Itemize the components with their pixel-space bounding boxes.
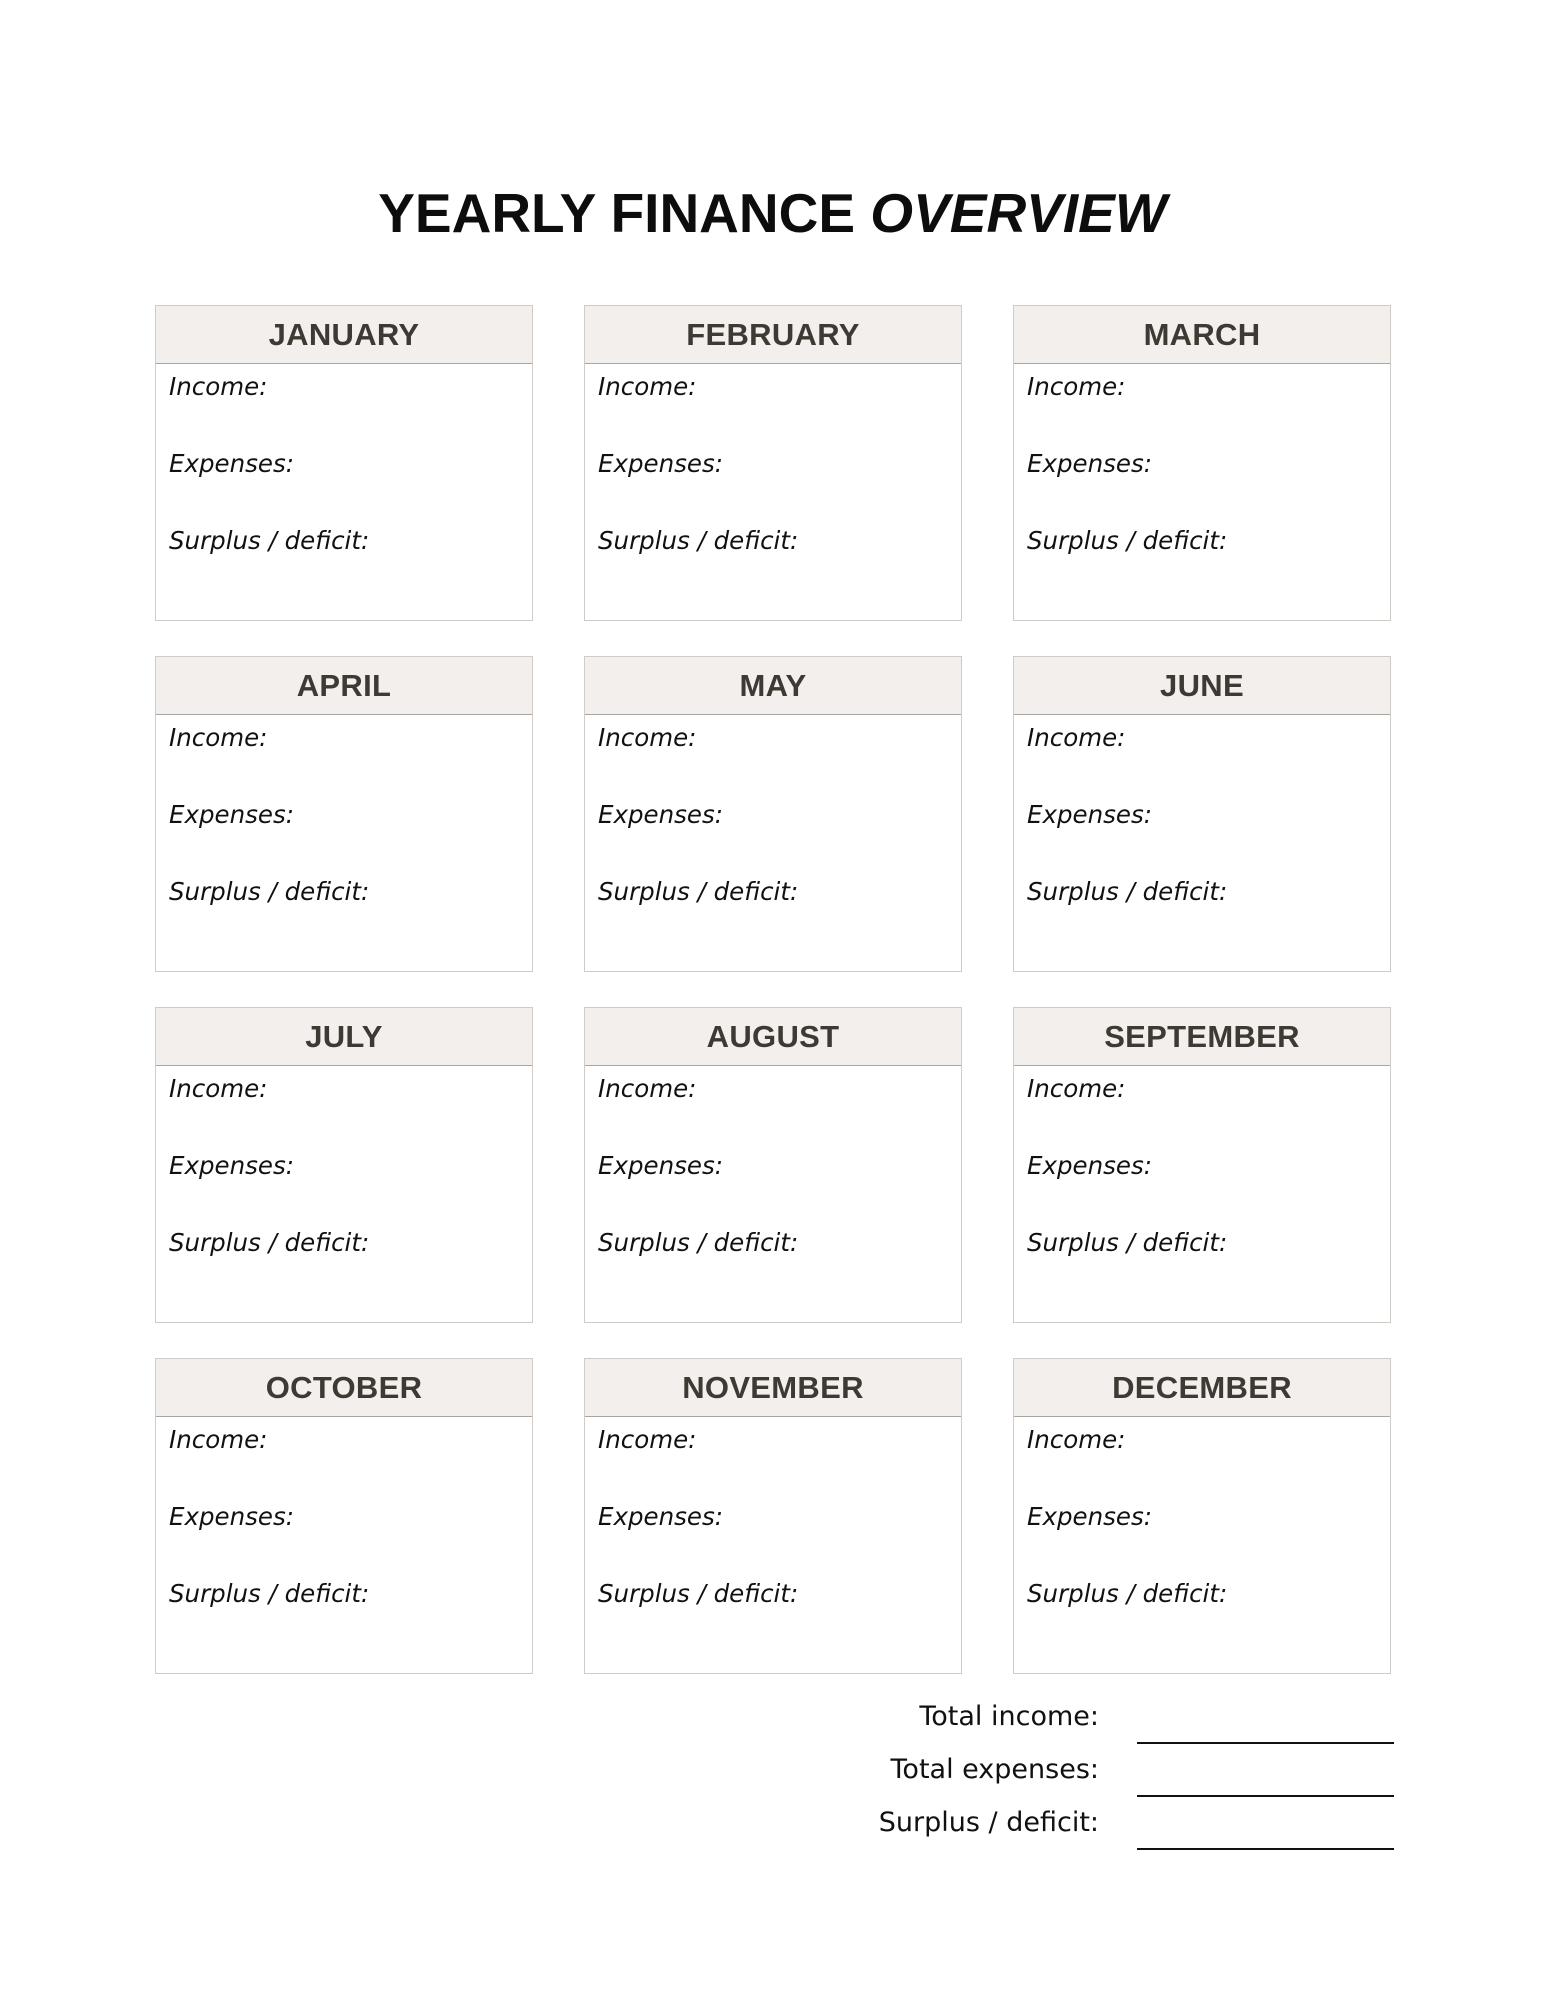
expenses-label[interactable]: Expenses: (1027, 1151, 1152, 1180)
month-header: JULY (156, 1008, 532, 1066)
expenses-label[interactable]: Expenses: (1027, 449, 1152, 478)
income-label[interactable]: Income: (598, 372, 697, 401)
expenses-label[interactable]: Expenses: (169, 1151, 294, 1180)
month-header: DECEMBER (1014, 1359, 1390, 1417)
income-label[interactable]: Income: (169, 1425, 268, 1454)
expenses-label[interactable]: Expenses: (598, 800, 723, 829)
month-card-april (155, 656, 533, 972)
income-label[interactable]: Income: (1027, 723, 1126, 752)
expenses-label[interactable]: Expenses: (1027, 800, 1152, 829)
month-header: JUNE (1014, 657, 1390, 715)
surplus-label[interactable]: Surplus / deficit: (598, 1228, 799, 1257)
month-header: APRIL (156, 657, 532, 715)
surplus-label[interactable]: Surplus / deficit: (169, 1579, 370, 1608)
income-label[interactable]: Income: (169, 723, 268, 752)
income-label[interactable]: Income: (1027, 1074, 1126, 1103)
month-fields (585, 364, 961, 601)
income-label[interactable]: Income: (598, 723, 697, 752)
month-fields (1014, 364, 1390, 601)
income-label[interactable]: Income: (169, 372, 268, 401)
total-expenses-line[interactable] (1137, 1795, 1394, 1797)
expenses-label[interactable]: Expenses: (598, 449, 723, 478)
expenses-label[interactable]: Expenses: (169, 1502, 294, 1531)
month-grid (155, 305, 1394, 1674)
income-label[interactable]: Income: (598, 1425, 697, 1454)
month-card-january (155, 305, 533, 621)
month-card-december (1013, 1358, 1391, 1674)
surplus-label[interactable]: Surplus / deficit: (1027, 877, 1228, 906)
expenses-label[interactable]: Expenses: (598, 1502, 723, 1531)
month-fields (585, 1066, 961, 1303)
month-card-july (155, 1007, 533, 1323)
total-income-row (800, 1695, 1394, 1748)
expenses-label[interactable]: Expenses: (169, 800, 294, 829)
surplus-label[interactable]: Surplus / deficit: (598, 877, 799, 906)
month-card-august (584, 1007, 962, 1323)
title-main: YEARLY FINANCE (378, 182, 856, 244)
month-card-october (155, 1358, 533, 1674)
total-surplus-row (800, 1801, 1394, 1854)
total-income-line[interactable] (1137, 1742, 1394, 1744)
month-header: JANUARY (156, 306, 532, 364)
month-fields (585, 715, 961, 952)
month-card-september (1013, 1007, 1391, 1323)
income-label[interactable]: Income: (169, 1074, 268, 1103)
month-header: MARCH (1014, 306, 1390, 364)
month-header: NOVEMBER (585, 1359, 961, 1417)
month-header: FEBRUARY (585, 306, 961, 364)
surplus-label[interactable]: Surplus / deficit: (598, 526, 799, 555)
month-header: SEPTEMBER (1014, 1008, 1390, 1066)
month-fields (156, 1417, 532, 1654)
month-card-june (1013, 656, 1391, 972)
total-expenses-row (800, 1748, 1394, 1801)
month-header: MAY (585, 657, 961, 715)
surplus-label[interactable]: Surplus / deficit: (169, 526, 370, 555)
total-expenses-label: Total expenses: (890, 1754, 1099, 1785)
month-fields (1014, 1066, 1390, 1303)
page-title (0, 180, 1545, 246)
month-fields (1014, 1417, 1390, 1654)
surplus-label[interactable]: Surplus / deficit: (1027, 1228, 1228, 1257)
month-card-february (584, 305, 962, 621)
month-fields (156, 364, 532, 601)
month-card-march (1013, 305, 1391, 621)
month-fields (156, 1066, 532, 1303)
month-fields (1014, 715, 1390, 952)
surplus-label[interactable]: Surplus / deficit: (1027, 526, 1228, 555)
income-label[interactable]: Income: (1027, 1425, 1126, 1454)
totals-section (800, 1695, 1394, 1854)
month-header: AUGUST (585, 1008, 961, 1066)
income-label[interactable]: Income: (598, 1074, 697, 1103)
surplus-label[interactable]: Surplus / deficit: (1027, 1579, 1228, 1608)
surplus-label[interactable]: Surplus / deficit: (598, 1579, 799, 1608)
month-header: OCTOBER (156, 1359, 532, 1417)
title-emphasis: OVERVIEW (870, 182, 1167, 244)
month-fields (585, 1417, 961, 1654)
total-surplus-line[interactable] (1137, 1848, 1394, 1850)
surplus-label[interactable]: Surplus / deficit: (169, 877, 370, 906)
expenses-label[interactable]: Expenses: (1027, 1502, 1152, 1531)
income-label[interactable]: Income: (1027, 372, 1126, 401)
month-fields (156, 715, 532, 952)
expenses-label[interactable]: Expenses: (598, 1151, 723, 1180)
month-card-november (584, 1358, 962, 1674)
total-income-label: Total income: (919, 1701, 1099, 1732)
month-card-may (584, 656, 962, 972)
surplus-label[interactable]: Surplus / deficit: (169, 1228, 370, 1257)
total-surplus-label: Surplus / deficit: (878, 1807, 1099, 1838)
expenses-label[interactable]: Expenses: (169, 449, 294, 478)
